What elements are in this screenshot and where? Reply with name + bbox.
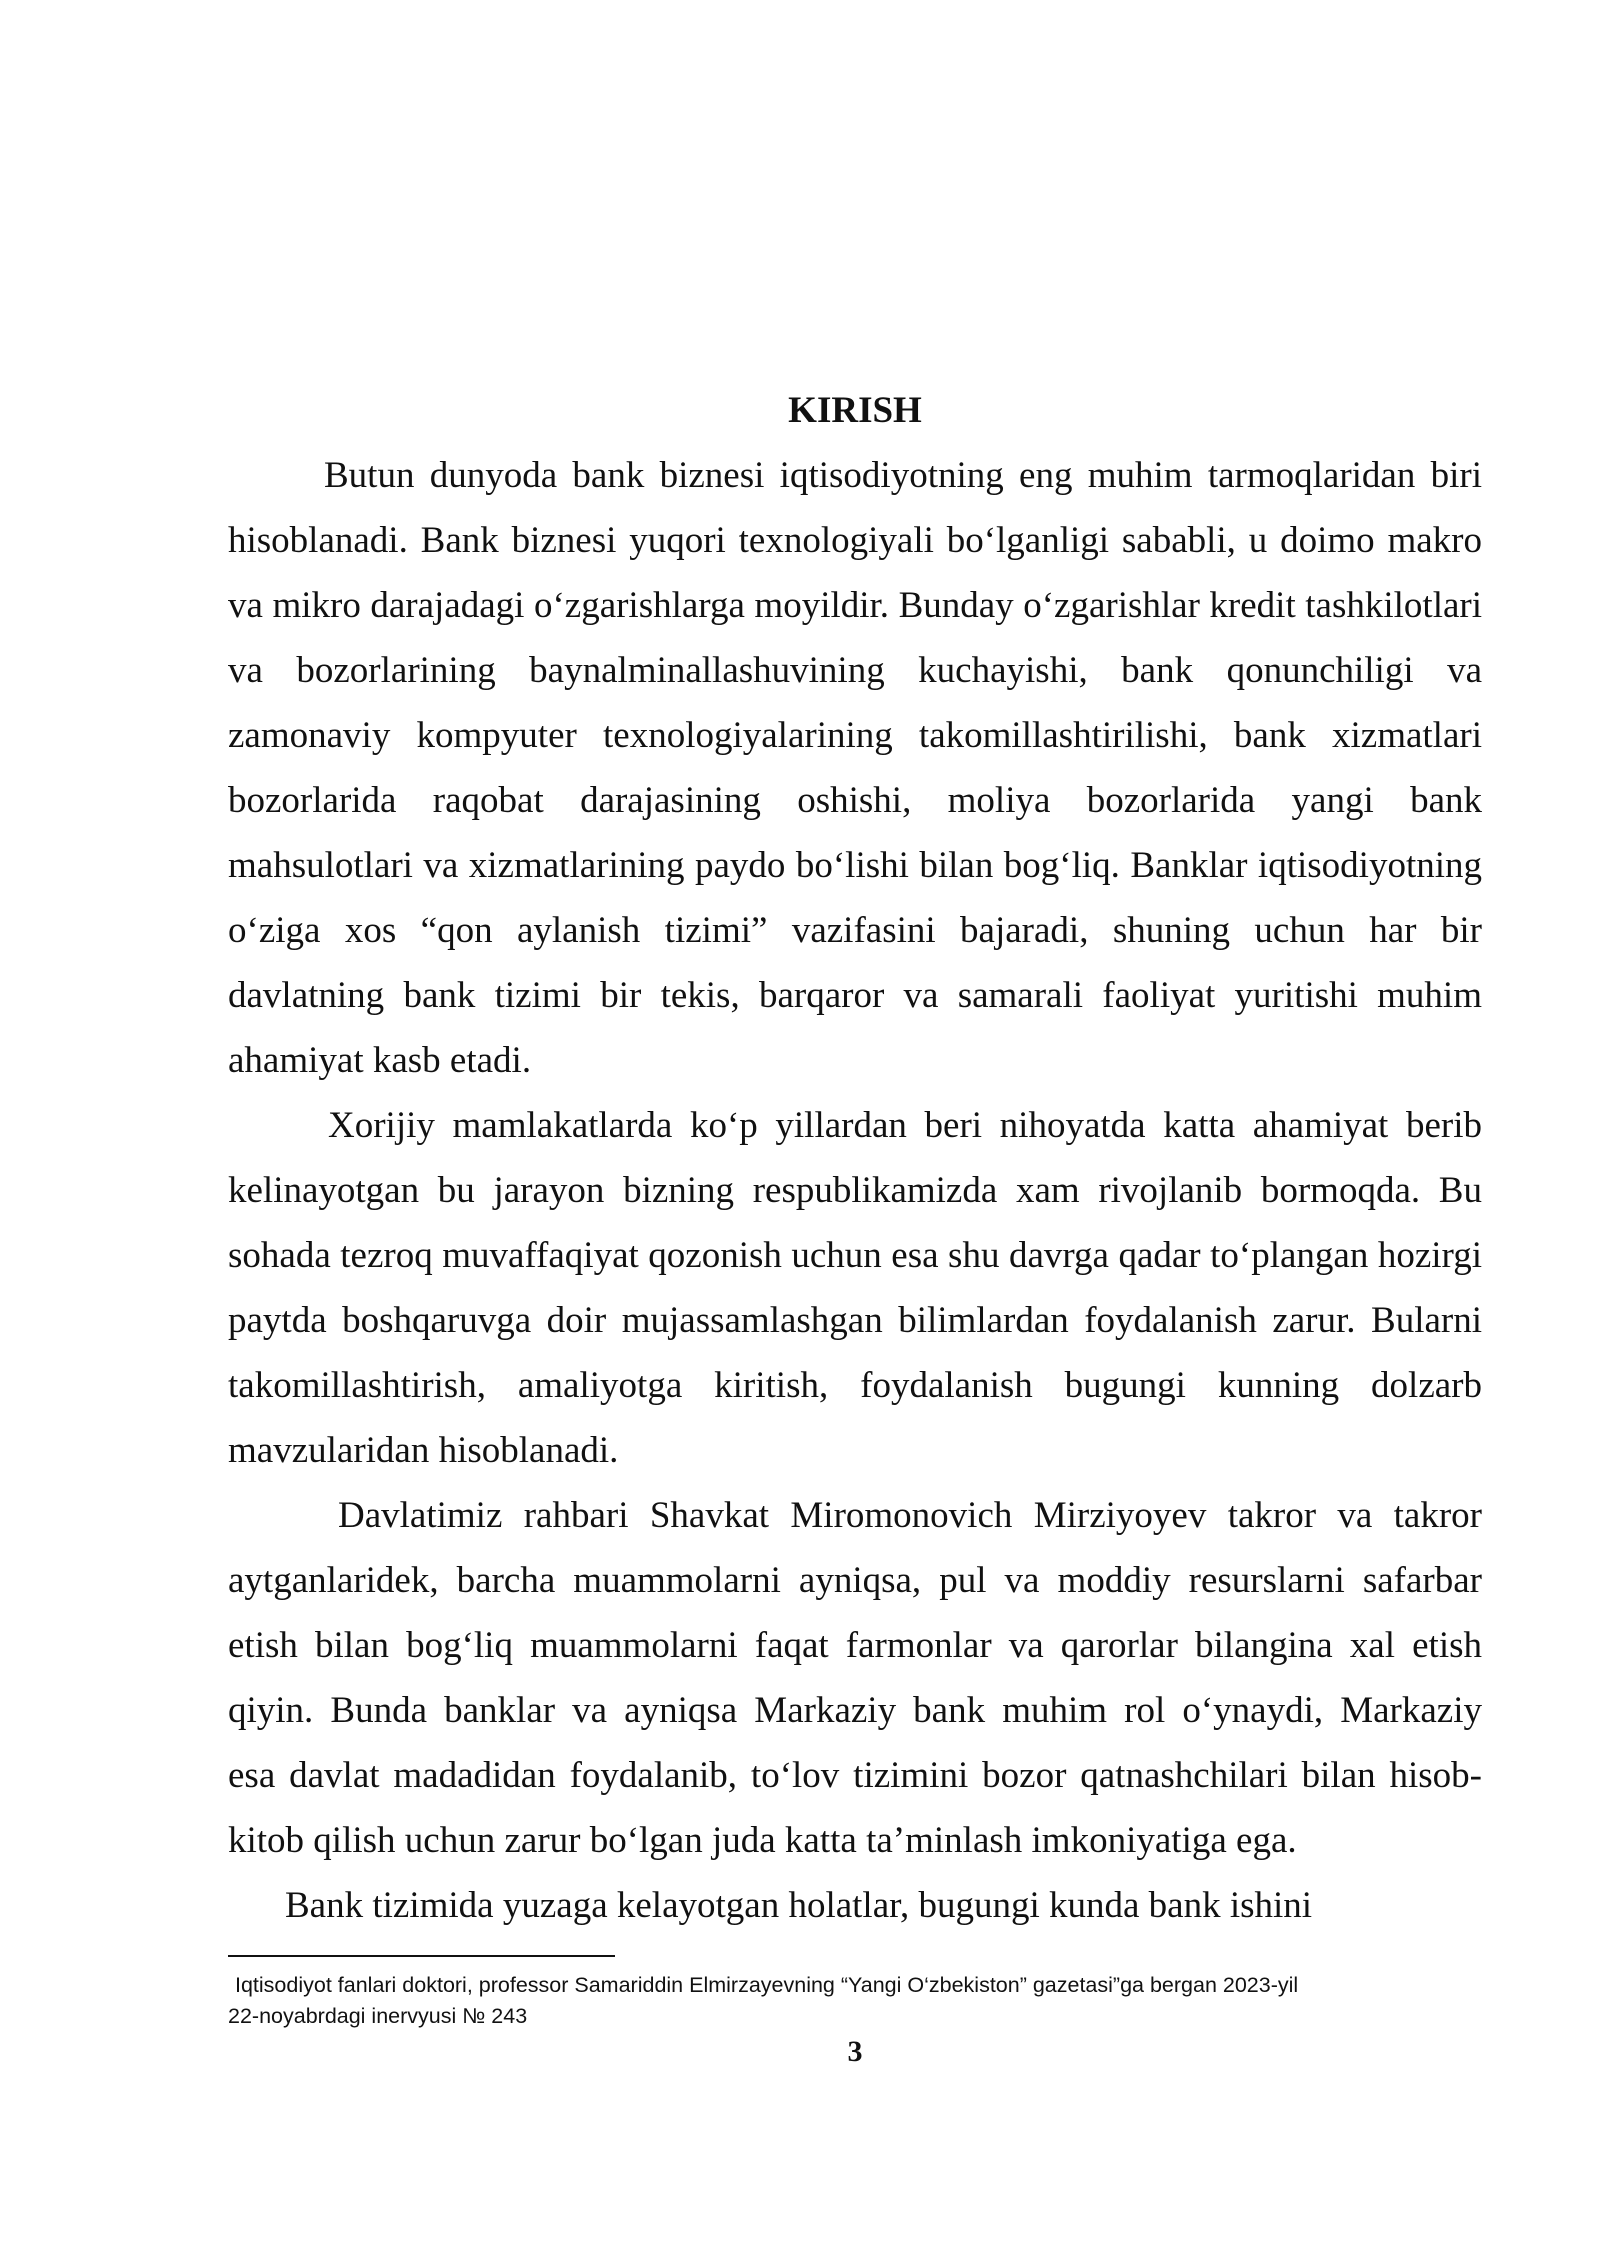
paragraph-2 <box>228 1093 1482 1483</box>
paragraph-line: paytda boshqaruvga doir mujassamlashgan bilimlardan foydalanish zarur. Bularni <box>228 1300 1482 1341</box>
paragraph-line: takomillashtirish, amaliyotga kiritish, foydalanish bugungi kunning dolzarb <box>228 1365 1482 1406</box>
paragraph-line: zamonaviy kompyuter texnologiyalarining takomillashtirilishi, bank xizmatlari <box>228 715 1482 756</box>
footnote-line: Iqtisodiyot fanlari doktori, professor Samariddin Elmirzayevning “Yangi O‘zbekiston” gazetasi”ga bergan 2023-yil <box>235 1973 1299 1997</box>
paragraph-line: Davlatimiz rahbari Shavkat Miromonovich Mirziyoyev takror va takror <box>338 1495 1482 1536</box>
paragraph-line: va bozorlarining baynalminallashuvining kuchayishi, bank qonunchiligi va <box>228 650 1482 691</box>
paragraph-line: sohada tezroq muvaffaqiyat qozonish uchun esa shu davrga qadar to‘plangan hozirgi <box>228 1235 1482 1276</box>
paragraph-line: va mikro darajadagi o‘zgarishlarga moyildir. Bunday o‘zgarishlar kredit tashkilotlari <box>228 585 1482 626</box>
paragraph-line: bozorlarida raqobat darajasining oshishi, moliya bozorlarida yangi bank <box>228 780 1482 821</box>
paragraph-line: davlatning bank tizimi bir tekis, barqaror va samarali faoliyat yuritishi muhim <box>228 975 1482 1016</box>
footnote-separator <box>228 1955 615 1957</box>
page-number: 3 <box>847 2035 863 2068</box>
paragraph-line: ahamiyat kasb etadi. <box>228 1040 532 1081</box>
paragraph-line: Xorijiy mamlakatlarda ko‘p yillardan beri nihoyatda katta ahamiyat berib <box>328 1105 1482 1146</box>
paragraph-4 <box>228 1873 1482 1938</box>
paragraph-line: kelinayotgan bu jarayon bizning respublikamizda xam rivojlanib bormoqda. Bu <box>228 1170 1482 1211</box>
paragraph-line: aytganlaridek, barcha muammolarni ayniqsa, pul va moddiy resurslarni safarbar <box>228 1560 1482 1601</box>
footnote-line: 22-noyabrdagi inervyusi № 243 <box>228 2004 528 2028</box>
paragraph-line: hisoblanadi. Bank biznesi yuqori texnologiyali bo‘lganligi sababli, u doimo makro <box>228 520 1482 561</box>
body-text <box>228 378 1482 1938</box>
paragraph-line: qiyin. Bunda banklar va ayniqsa Markaziy bank muhim rol o‘ynaydi, Markaziy <box>228 1690 1482 1731</box>
paragraph-line: o‘ziga xos “qon aylanish tizimi” vazifasini bajaradi, shuning uchun har bir <box>228 910 1482 951</box>
paragraph-1 <box>228 443 1482 1093</box>
paragraph-line: kitob qilish uchun zarur bo‘lgan juda katta ta’minlash imkoniyatiga ega. <box>228 1820 1297 1861</box>
paragraph-line: etish bilan bog‘liq muammolarni faqat farmonlar va qarorlar bilangina xal etish <box>228 1625 1482 1666</box>
paragraph-line: esa davlat madadidan foydalanib, to‘lov tizimini bozor qatnashchilari bilan hisob- <box>228 1755 1482 1796</box>
paragraph-line: Bank tizimida yuzaga kelayotgan holatlar, bugungi kunda bank ishini <box>285 1885 1313 1926</box>
paragraph-line: mavzularidan hisoblanadi. <box>228 1430 619 1471</box>
page-heading: KIRISH <box>788 390 922 431</box>
paragraph-3 <box>228 1483 1482 1873</box>
paragraph-line: Butun dunyoda bank biznesi iqtisodiyotning eng muhim tarmoqlaridan biri <box>324 455 1482 496</box>
footnote <box>228 1970 1488 2032</box>
paragraph-line: mahsulotlari va xizmatlarining paydo bo‘lishi bilan bog‘liq. Banklar iqtisodiyotning <box>228 845 1482 886</box>
